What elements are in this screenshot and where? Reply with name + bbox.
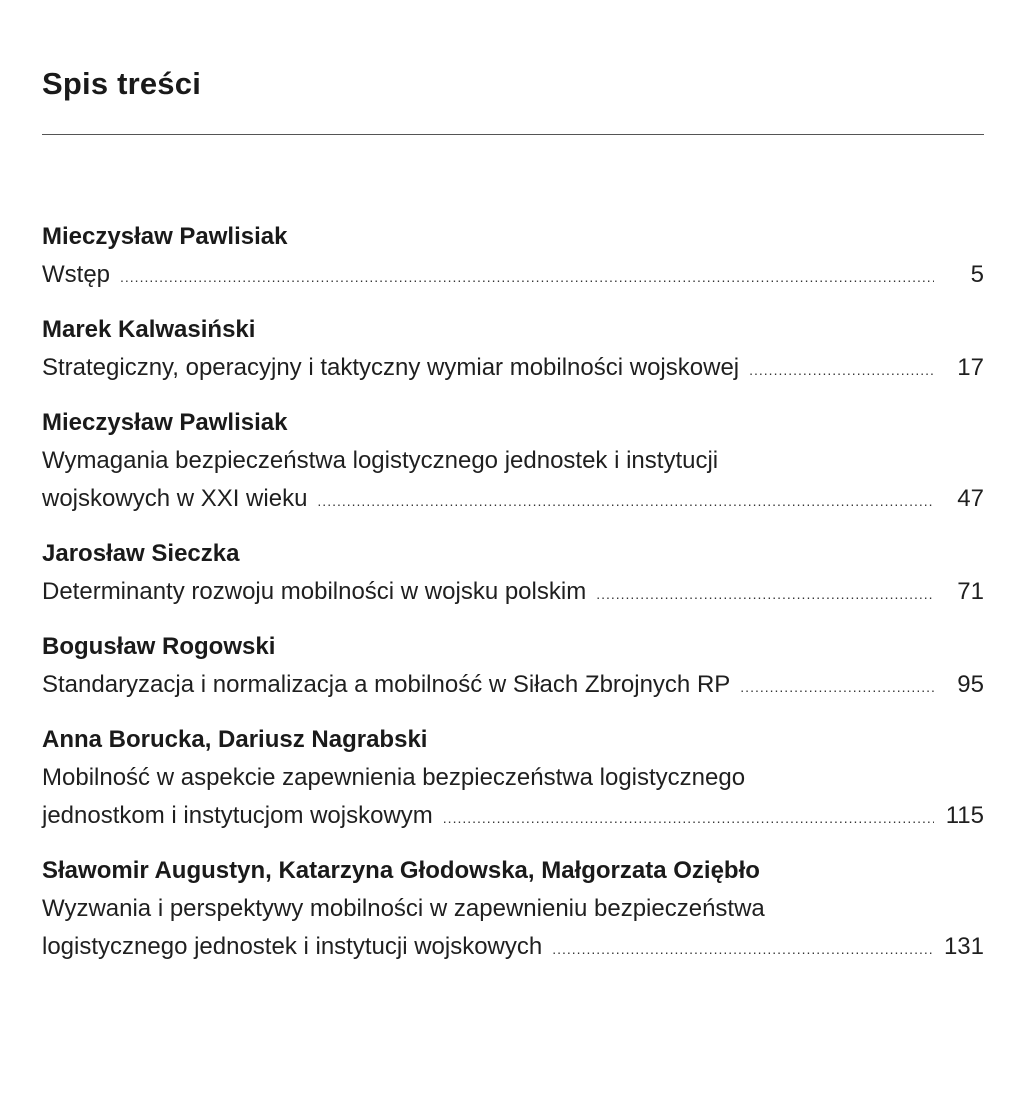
entry-title-line: jednostkom i instytucjom wojskowym	[42, 802, 433, 829]
page-number: 5	[970, 261, 984, 288]
page-number: 47	[957, 485, 984, 512]
toc-entry	[42, 852, 984, 968]
entry-title-line: Wyzwania i perspektywy mobilności w zapewnieniu bezpieczeństwa	[42, 895, 765, 922]
toc-entry	[42, 628, 984, 706]
entry-title-line: Wymagania bezpieczeństwa logistycznego jednostek i instytucji	[42, 447, 719, 474]
entry-title-line: wojskowych w XXI wieku	[42, 485, 308, 512]
dot-leader	[740, 668, 934, 706]
page-number: 131	[943, 933, 984, 960]
entry-authors: Bogusław Rogowski	[42, 633, 276, 660]
entry-authors: Marek Kalwasiński	[42, 316, 256, 343]
page-number: 95	[957, 671, 984, 698]
toc-entry	[42, 721, 984, 837]
page-number: 71	[957, 578, 984, 605]
entry-title-line: Strategiczny, operacyjny i taktyczny wymiar mobilności wojskowej	[42, 354, 740, 381]
entry-title-line: Mobilność w aspekcie zapewnienia bezpieczeństwa logistycznego	[42, 764, 746, 791]
dot-leader	[596, 575, 934, 613]
entry-title-row[interactable]	[42, 573, 984, 613]
entry-authors: Sławomir Augustyn, Katarzyna Głodowska, Małgorzata Oziębło	[42, 857, 760, 884]
entry-title-line: logistycznego jednostek i instytucji wojskowych	[42, 933, 543, 960]
entry-authors: Mieczysław Pawlisiak	[42, 409, 288, 436]
entry-title-row[interactable]	[42, 928, 984, 968]
entry-title-line: Standaryzacja i normalizacja a mobilność w Siłach Zbrojnych RP	[42, 671, 731, 698]
toc-entries	[42, 218, 984, 983]
entry-authors: Mieczysław Pawlisiak	[42, 223, 288, 250]
entry-title-row[interactable]	[42, 256, 984, 296]
dot-leader	[552, 930, 934, 968]
entry-authors: Anna Borucka, Dariusz Nagrabski	[42, 726, 428, 753]
entry-title-row[interactable]	[42, 349, 984, 389]
dot-leader	[120, 258, 934, 296]
dot-leader	[749, 351, 934, 389]
toc-entry	[42, 404, 984, 520]
toc-entry	[42, 311, 984, 389]
entry-title-row[interactable]	[42, 666, 984, 706]
entry-title-line: Wstęp	[42, 261, 111, 288]
toc-entry	[42, 535, 984, 613]
page-number: 115	[945, 802, 984, 829]
entry-title-row[interactable]	[42, 797, 984, 837]
entry-title-line: Determinanty rozwoju mobilności w wojsku polskim	[42, 578, 587, 605]
title-divider	[42, 134, 984, 135]
dot-leader	[443, 799, 934, 837]
page-title: Spis treści	[42, 66, 202, 101]
dot-leader	[317, 482, 934, 520]
page-number: 17	[957, 354, 984, 381]
toc-entry	[42, 218, 984, 296]
entry-title-row[interactable]	[42, 480, 984, 520]
entry-authors: Jarosław Sieczka	[42, 540, 240, 567]
